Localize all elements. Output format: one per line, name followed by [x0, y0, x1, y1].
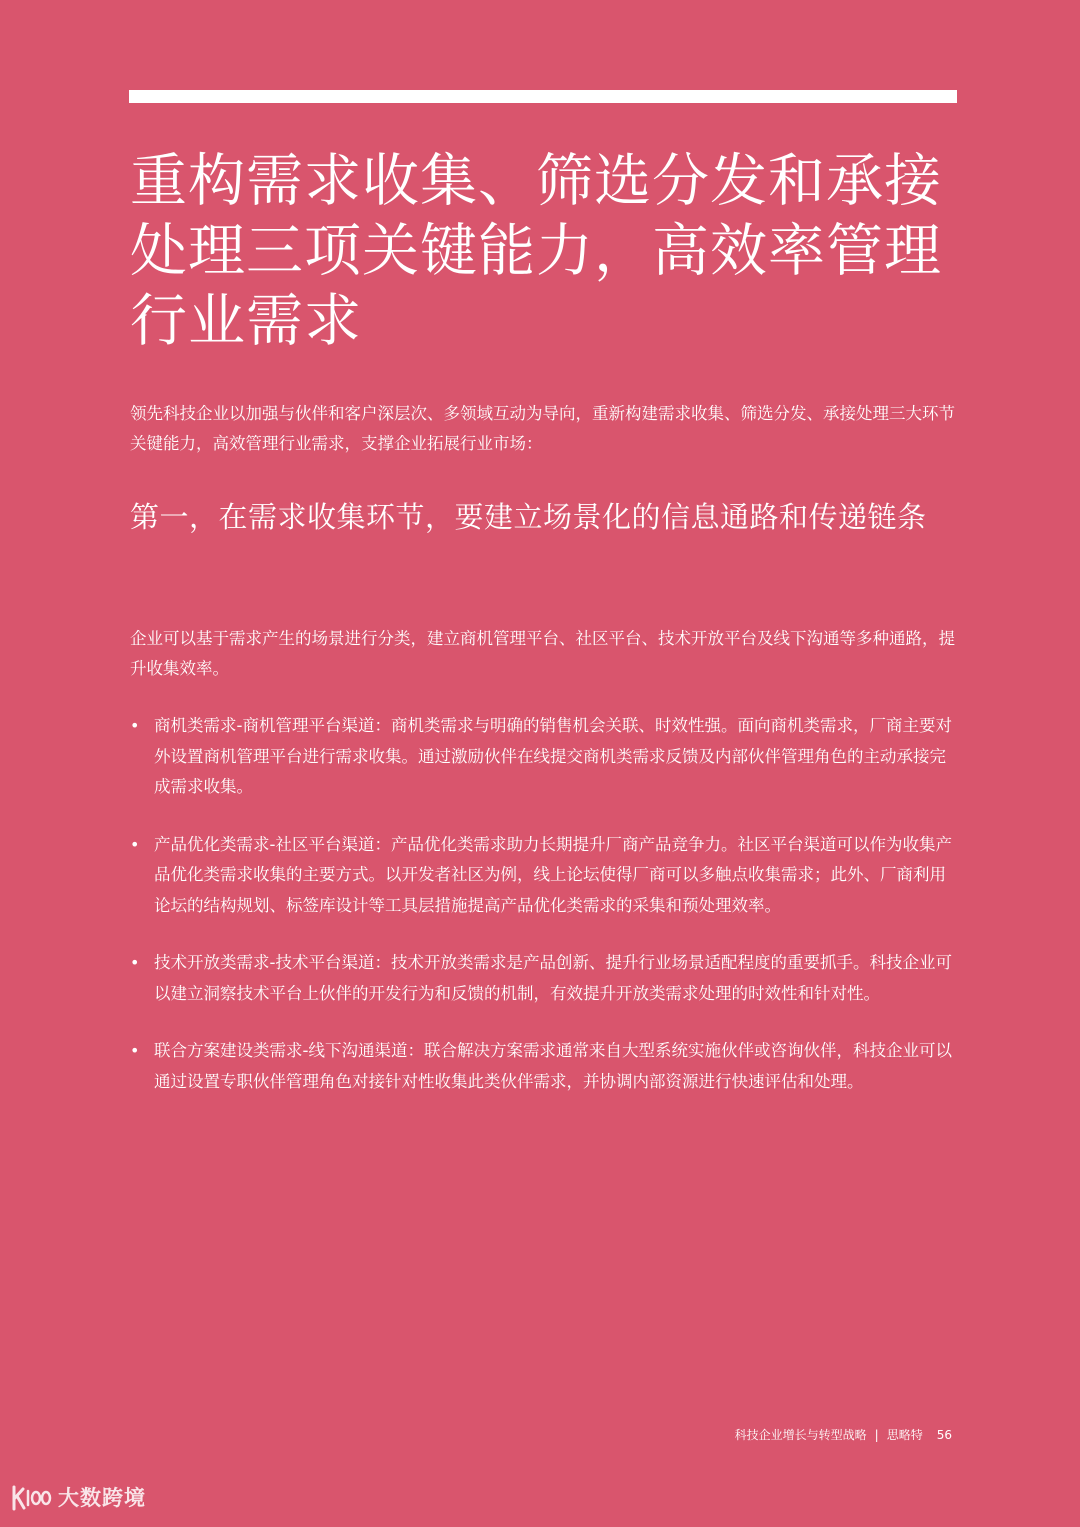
- page-number: 56: [936, 1428, 952, 1442]
- footer-separator: |: [874, 1428, 879, 1442]
- watermark: [10, 1483, 146, 1513]
- watermark-text: 大数跨境: [58, 1486, 146, 1510]
- bullet-text: 商机类需求-商机管理平台渠道：商机类需求与明确的销售机会关联、时效性强。面向商机类需求，厂商主要对外设置商机管理平台进行需求收集。通过激励伙伴在线提交商机类需求反馈及内部伙伴管理角色的主动承接完成需求收集。: [154, 716, 952, 796]
- intro-paragraph: 领先科技企业以加强与伙伴和客户深层次、多领域互动为导向，重新构建需求收集、筛选分发、承接处理三大环节关键能力，高效管理行业需求，支撑企业拓展行业市场：: [130, 404, 955, 453]
- bullet-item-joint-solution: [130, 1036, 956, 1097]
- bullet-dot: •: [130, 1041, 140, 1060]
- top-divider-bar: [129, 90, 957, 103]
- section-heading: 第一，在需求收集环节，要建立场景化的信息通路和传递链条: [130, 500, 927, 534]
- bullet-item-technology-open: [130, 948, 956, 1009]
- bullet-dot: •: [130, 834, 140, 854]
- bullet-item-business-opportunity: [130, 711, 956, 803]
- bullet-text: 联合方案建设类需求-线下沟通渠道：联合解决方案需求通常来自大型系统实施伙伴或咨询伙伴，科技企业可以通过设置专职伙伴管理角色对接针对性收集此类伙伴需求，并协调内部资源进行快速评估和处理。: [154, 1041, 952, 1091]
- footer-publisher: 思略特: [886, 1428, 923, 1442]
- k100-logo-icon: [10, 1483, 52, 1513]
- footer-report-title: 科技企业增长与转型战略: [734, 1428, 867, 1442]
- bullet-text: 产品优化类需求-社区平台渠道：产品优化类需求助力长期提升厂商产品竞争力。社区平台渠道可以作为收集产品优化类需求收集的主要方式。以开发者社区为例，线上论坛使得厂商可以多触点收集需求；此外、厂商利用论坛的结构规划、标签库设计等工具层措施提高产品优化类需求的采集和预处理效率。: [154, 834, 952, 915]
- page-footer: [735, 1427, 952, 1443]
- page-title: 重构需求收集、筛选分发和承接处理三项关键能力，高效率管理行业需求: [130, 148, 942, 354]
- bullet-list: [130, 711, 956, 1124]
- bullet-item-product-optimization: [130, 830, 956, 922]
- bullet-dot: •: [130, 953, 140, 972]
- body-paragraph: 企业可以基于需求产生的场景进行分类，建立商机管理平台、社区平台、技术开放平台及线下沟通等多种通路，提升收集效率。: [130, 629, 955, 678]
- bullet-dot: •: [130, 716, 140, 735]
- bullet-text: 技术开放类需求-技术平台渠道：技术开放类需求是产品创新、提升行业场景适配程度的重要抓手。科技企业可以建立洞察技术平台上伙伴的开发行为和反馈的机制，有效提升开放类需求处理的时效性和针对性。: [154, 953, 952, 1003]
